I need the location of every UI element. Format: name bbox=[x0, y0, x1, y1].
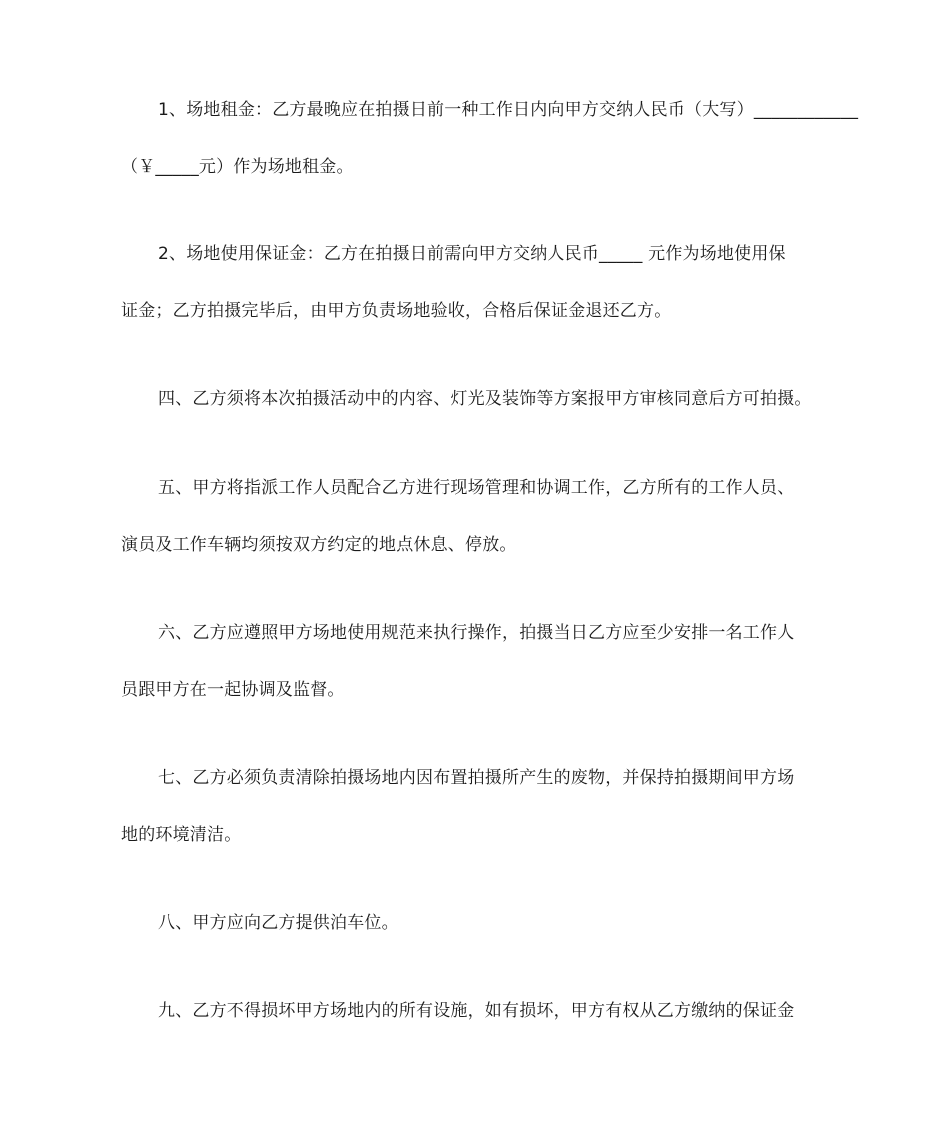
clause-1-line-1: 1、场地租金：乙方最晚应在拍摄日前一种工作日内向甲方交纳人民币（大写）____________ bbox=[158, 100, 859, 120]
clause-9-line-1: 九、乙方不得损坏甲方场地内的所有设施，如有损坏，甲方有权从乙方缴纳的保证金 bbox=[158, 1001, 795, 1021]
clause-2-line-1: 2、场地使用保证金：乙方在拍摄日前需向甲方交纳人民币_____ 元作为场地使用保 bbox=[158, 244, 786, 264]
clause-5-line-2: 演员及工作车辆均须按双方约定的地点休息、停放。 bbox=[121, 535, 517, 555]
clause-7-line-2: 地的环境清洁。 bbox=[121, 825, 242, 845]
clause-4-line-1: 四、乙方须将本次拍摄活动中的内容、灯光及装饰等方案报甲方审核同意后方可拍摄。 bbox=[158, 389, 812, 409]
clause-6-line-1: 六、乙方应遵照甲方场地使用规范来执行操作，拍摄当日乙方应至少安排一名工作人 bbox=[158, 623, 795, 643]
clause-1-line-2: （￥_____元）作为场地租金。 bbox=[121, 157, 354, 177]
clause-5-line-1: 五、甲方将指派工作人员配合乙方进行现场管理和协调工作，乙方所有的工作人员、 bbox=[158, 478, 795, 498]
clause-7-line-1: 七、乙方必须负责清除拍摄场地内因布置拍摄所产生的废物，并保持拍摄期间甲方场 bbox=[158, 768, 795, 788]
clause-8-line-1: 八、甲方应向乙方提供泊车位。 bbox=[158, 913, 399, 933]
clause-2-line-2: 证金；乙方拍摄完毕后，由甲方负责场地验收，合格后保证金退还乙方。 bbox=[121, 301, 672, 321]
clause-6-line-2: 员跟甲方在一起协调及监督。 bbox=[121, 680, 345, 700]
